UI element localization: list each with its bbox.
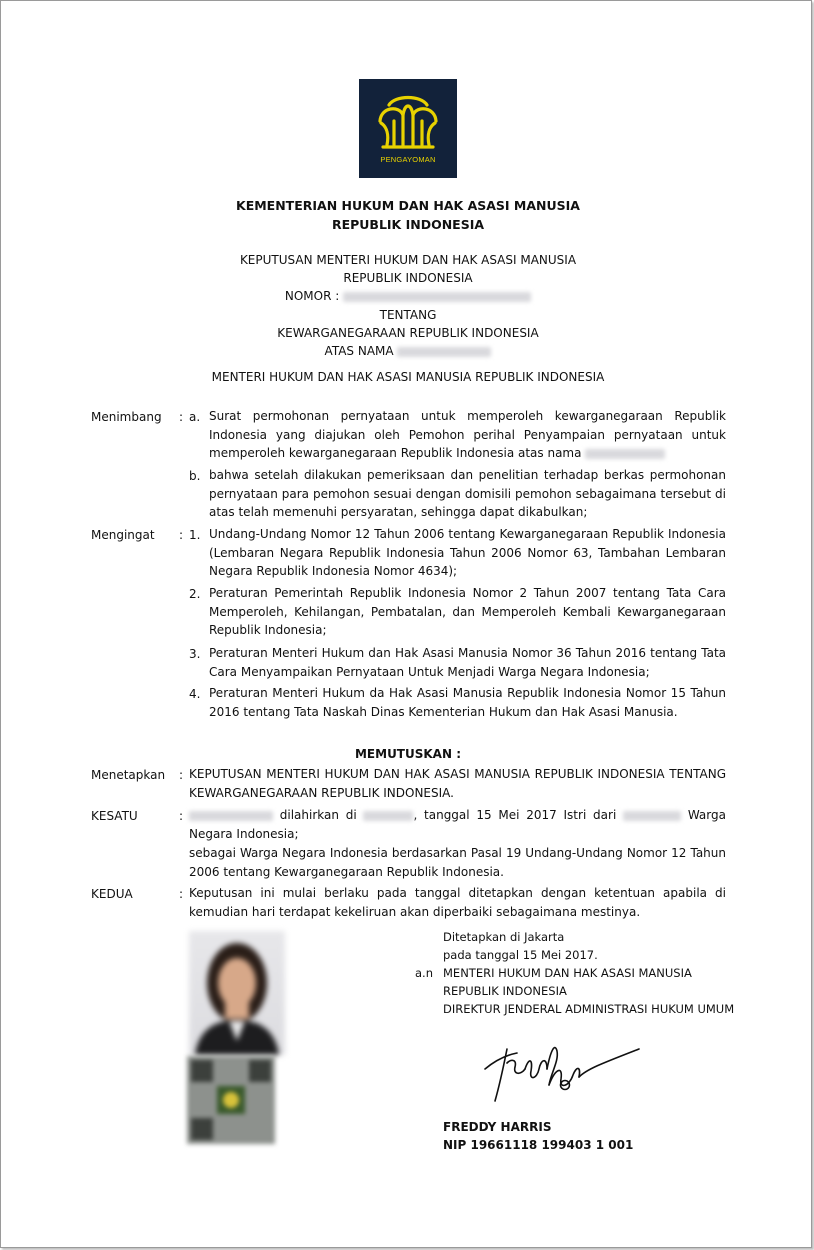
kesatu-date-text: , tanggal 15 Mei 2017 Istri dari xyxy=(413,808,617,822)
decree-title-country: REPUBLIK INDONESIA xyxy=(343,271,473,285)
menimbang-label: Menimbang xyxy=(91,410,162,424)
handwritten-signature xyxy=(477,1029,647,1109)
menimbang-b-text: bahwa setelah dilakukan pemeriksaan dan penelitian terhadap berkas permohonan pernyataan para pemohon sesuai dengan domisili pemohon sebagaimana tersebut di atas telah memenuhi persyaratan, sehingga dapat dikabulkan; xyxy=(209,468,726,519)
mengingat-label: Mengingat xyxy=(91,528,155,542)
atas-nama-label: ATAS NAMA xyxy=(324,344,394,358)
kesatu-basis: sebagai Warga Negara Indonesia berdasarkan Pasal 19 Undang-Undang Nomor 12 Tahun 2006 tentang Kewarganegaraan Republik Indonesia. xyxy=(189,846,726,879)
mengingat-marker-1: 1. xyxy=(189,528,201,542)
menimbang-a-marker: a. xyxy=(189,410,201,424)
menimbang-colon: : xyxy=(179,410,184,424)
menimbang-b-marker: b. xyxy=(189,469,201,483)
kedua-label: KEDUA xyxy=(91,887,133,901)
mengingat-marker-2: 2. xyxy=(189,587,201,601)
menetapkan-text: KEPUTUSAN MENTERI HUKUM DAN HAK ASASI MANUSIA REPUBLIK INDONESIA TENTANG KEWARGANEGARAAN REPUBLIK INDONESIA. xyxy=(189,767,726,800)
kesatu-born-at: dilahirkan di xyxy=(279,808,357,822)
signature-an: a.n xyxy=(415,966,433,980)
menetapkan-colon: : xyxy=(179,768,184,782)
signature-role-2: REPUBLIK INDONESIA xyxy=(443,984,567,998)
signatory-name: FREDDY HARRIS xyxy=(443,1120,552,1134)
mengingat-colon: : xyxy=(179,528,184,542)
mengingat-item-1: Undang-Undang Nomor 12 Tahun 2006 tentang Kewarganegaraan Republik Indonesia (Lembaran Negara Republik Indonesia Tahun 2006 Nomor 63, Tambahan Lembaran Negara Republik Indonesia Nomor 4634); xyxy=(209,527,726,578)
kedua-text: Keputusan ini mulai berlaku pada tanggal ditetapkan dengan ketentuan apabila di kemudian hari terdapat kekeliruan akan diperbaiki sebagaimana mestinya. xyxy=(189,886,726,919)
kesatu-colon: : xyxy=(179,809,184,823)
kesatu-line-2: Negara Indonesia; xyxy=(189,827,299,841)
redacted-spouse-name xyxy=(623,811,681,821)
kesatu-warga: Warga xyxy=(687,808,726,822)
redacted-birthplace xyxy=(363,811,413,821)
signature-place: Ditetapkan di Jakarta xyxy=(443,930,565,944)
redacted-name xyxy=(397,347,491,357)
kedua-colon: : xyxy=(179,887,184,901)
logo-text: PENGAYOMAN xyxy=(380,155,436,164)
decree-title: KEPUTUSAN MENTERI HUKUM DAN HAK ASASI MANUSIA xyxy=(239,253,577,267)
applicant-photo xyxy=(189,931,285,1055)
signature-role-3: DIREKTUR JENDERAL ADMINISTRASI HUKUM UMUM xyxy=(443,1002,735,1016)
mengingat-marker-4: 4. xyxy=(189,687,201,701)
kesatu-line-1 xyxy=(189,806,726,825)
mengingat-item-2: Peraturan Pemerintah Republik Indonesia Nomor 2 Tahun 2007 tentang Tata Cara Memperoleh, Kehilangan, Pembatalan, dan Memperoleh Kembali Kewarganegaraan Republik Indonesia; xyxy=(209,586,726,637)
signatory-nip: NIP 19661118 199403 1 001 xyxy=(443,1138,634,1152)
nomor-label: NOMOR : xyxy=(284,289,340,303)
mengingat-item-3: Peraturan Menteri Hukum dan Hak Asasi Manusia Nomor 36 Tahun 2016 tentang Tata Cara Menyampaikan Pernyataan Untuk Menjadi Warga Negara Indonesia; xyxy=(209,646,726,679)
qr-code xyxy=(187,1056,275,1144)
decree-subject: KEWARGANEGARAAN REPUBLIK INDONESIA xyxy=(277,326,539,340)
memutuskan-heading: MEMUTUSKAN : xyxy=(354,747,461,761)
pengayoman-logo xyxy=(359,79,457,178)
tentang-label: TENTANG xyxy=(379,308,437,322)
mengingat-marker-3: 3. xyxy=(189,647,201,661)
menimbang-a-text xyxy=(209,407,726,463)
mengingat-item-4: Peraturan Menteri Hukum da Hak Asasi Manusia Republik Indonesia Nomor 15 Tahun 2016 tentang Tata Naskah Dinas Kementerian Hukum dan Hak Asasi Manusia. xyxy=(209,686,726,719)
redacted-applicant-name xyxy=(585,449,665,459)
ministry-title: KEMENTERIAN HUKUM DAN HAK ASASI MANUSIA xyxy=(236,198,580,213)
redacted-number xyxy=(343,292,531,302)
signature-date: pada tanggal 15 Mei 2017. xyxy=(443,948,598,962)
atas-nama-line xyxy=(1,344,814,358)
menimbang-a-body: Surat permohonan pernyataan untuk memperoleh kewarganegaraan Republik Indonesia yang diajukan oleh Pemohon perihal Penyampaian pernyataan untuk memperoleh kewarganegaraan Republik Indonesia atas nama xyxy=(209,409,726,460)
redacted-person-name xyxy=(189,811,273,821)
decree-number-line xyxy=(1,289,814,303)
issuer-line: MENTERI HUKUM DAN HAK ASASI MANUSIA REPUBLIK INDONESIA xyxy=(211,370,605,384)
signature-role-1: MENTERI HUKUM DAN HAK ASASI MANUSIA xyxy=(443,966,692,980)
menetapkan-label: Menetapkan xyxy=(91,768,166,782)
ministry-subtitle: REPUBLIK INDONESIA xyxy=(331,217,485,232)
kesatu-label: KESATU xyxy=(91,809,138,823)
